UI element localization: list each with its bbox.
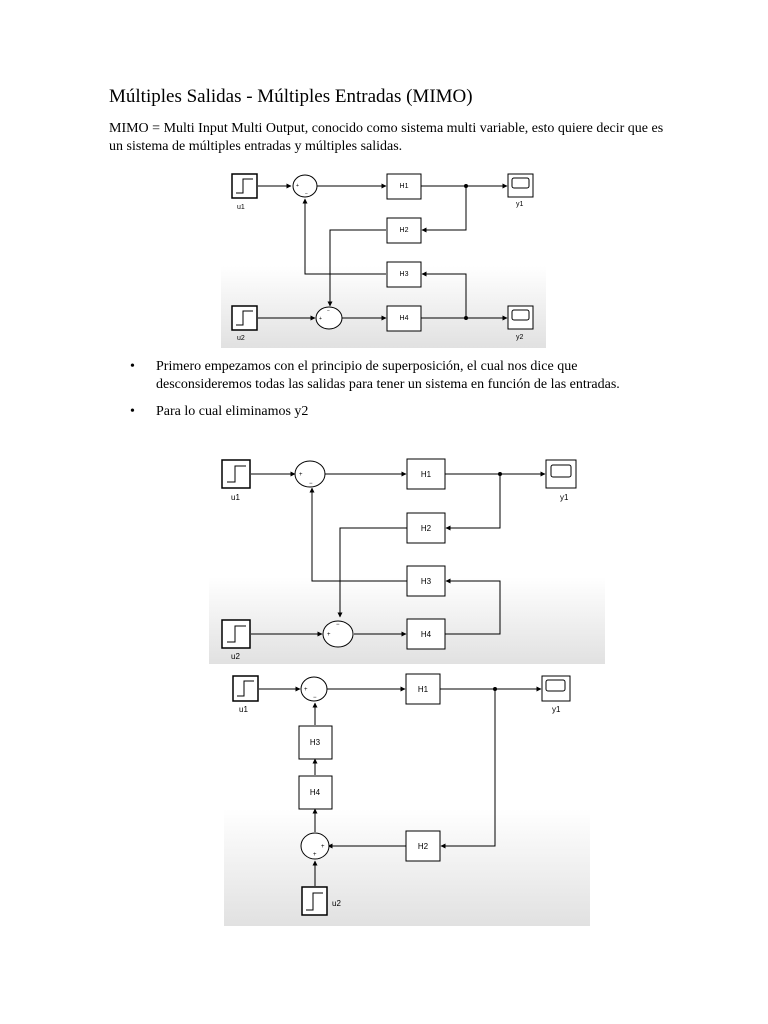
reduced-block-diagram	[209, 451, 605, 664]
h1-label: H1	[417, 685, 429, 694]
superposition-block-diagram	[224, 669, 590, 926]
h4-label: H4	[309, 788, 321, 797]
h1-label: H1	[420, 470, 432, 479]
sum-1-sign-b: −	[313, 695, 317, 701]
y1-label: y1	[516, 201, 524, 208]
intro-paragraph: MIMO = Multi Input Multi Output, conocido como sistema multi variable, esto quiere decir que es un sistema de múltiples entradas y múltiples salidas.	[109, 121, 664, 154]
y2-label: y2	[516, 334, 524, 341]
h1-label: H1	[399, 183, 409, 190]
sum-2-sign-b: −	[327, 308, 330, 314]
sum-1-sign-a: +	[304, 687, 308, 693]
bullet-item	[130, 403, 650, 421]
sum-2-sign-a: +	[319, 316, 322, 322]
y1-scope	[508, 174, 533, 197]
sum-2-sign-b: −	[336, 622, 340, 628]
diagram-background	[224, 809, 590, 926]
y1-scope	[542, 676, 570, 701]
bullet-text: Primero empezamos con el principio de superposición, el cual nos dice que desconsideremos todas las salidas para tener un sistema en función de las entradas.	[156, 359, 620, 392]
sum-1-sign-a: +	[299, 472, 303, 478]
u2-label: u2	[332, 899, 341, 908]
u1-step-source	[233, 676, 258, 701]
sum-1-sign-b: −	[305, 191, 308, 197]
bullet-item	[130, 358, 650, 394]
u1-label: u1	[237, 204, 245, 211]
u1-step-source	[232, 174, 257, 198]
u2-label: u2	[237, 335, 245, 342]
u2-step-source	[232, 306, 257, 330]
u2-label: u2	[231, 652, 240, 661]
bullet-list	[130, 358, 650, 430]
u1-label: u1	[231, 493, 240, 502]
sum-2-sign-b: +	[313, 852, 317, 858]
bullet-symbol: •	[130, 359, 135, 374]
u1-label: u1	[239, 705, 248, 714]
y1-scope	[546, 460, 576, 488]
u2-step-source	[222, 620, 250, 648]
sum-2-sign-a: +	[327, 632, 331, 638]
h3-label: H3	[420, 577, 432, 586]
h4-label: H4	[420, 630, 432, 639]
u1-step-source	[222, 460, 250, 488]
bullet-symbol: •	[130, 404, 135, 419]
h4-label: H4	[399, 315, 409, 322]
h2-label: H2	[417, 842, 429, 851]
sum-1-sign-b: −	[309, 481, 313, 487]
u2-step-source	[302, 887, 327, 915]
diagram-background	[221, 266, 546, 348]
page-title: Múltiples Salidas - Múltiples Entradas (MIMO)	[109, 86, 473, 107]
sum-1-sign-a: +	[296, 183, 299, 189]
h3-label: H3	[309, 738, 321, 747]
y1-label: y1	[552, 705, 561, 714]
bullet-text: Para lo cual eliminamos y2	[156, 404, 309, 419]
h2-label: H2	[420, 524, 432, 533]
sum-2-sign-a: +	[321, 844, 325, 850]
y1-label: y1	[560, 493, 569, 502]
h3-label: H3	[399, 271, 409, 278]
mimo-block-diagram	[221, 166, 546, 348]
y2-scope	[508, 306, 533, 329]
h2-label: H2	[399, 227, 409, 234]
